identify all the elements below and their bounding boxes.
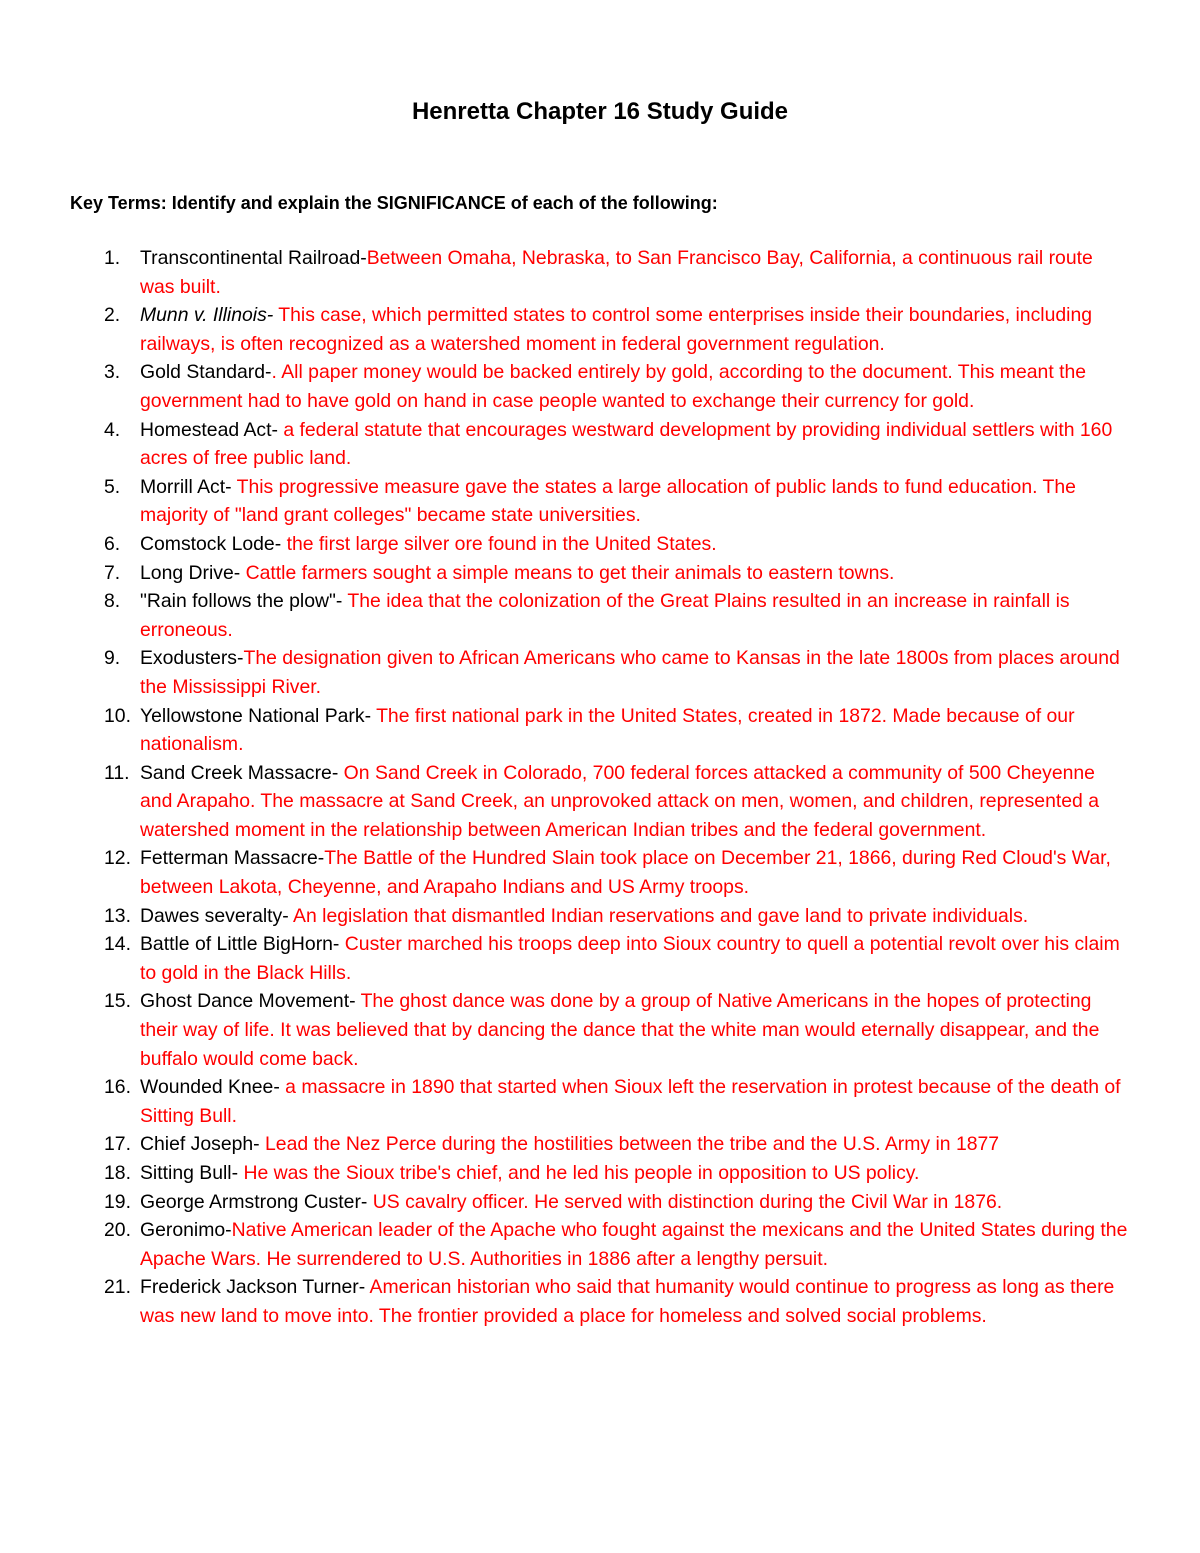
- term-item: [0, 702, 1130, 759]
- term-name: Homestead Act-: [140, 418, 278, 441]
- term-answer: Custer marched his troops deep into Sioux country to quell a potential revolt over his claim to gold in the Black Hills.: [140, 933, 1120, 984]
- term-name: Battle of Little BigHorn-: [140, 933, 340, 956]
- term-name: Exodusters-: [140, 647, 244, 670]
- term-name: Comstock Lode-: [140, 532, 282, 555]
- term-number: 8.: [104, 590, 121, 613]
- term-name: Ghost Dance Movement-: [140, 990, 356, 1013]
- term-name: Sand Creek Massacre-: [140, 761, 339, 784]
- term-name: Yellowstone National Park-: [140, 704, 372, 727]
- term-number: 17.: [104, 1133, 131, 1156]
- term-item: [0, 1273, 1130, 1330]
- term-answer: US cavalry officer. He served with distinction during the Civil War in 1876.: [367, 1190, 1003, 1213]
- term-name: Sitting Bull-: [140, 1162, 239, 1184]
- term-item: [0, 987, 1130, 1073]
- term-answer: Native American leader of the Apache who fought against the mexicans and the United States during the Apache Wars. He surrendered to U.S. Authorities in 1886 after a lengthy persuit.: [140, 1219, 1128, 1270]
- term-name: George Armstrong Custer-: [140, 1190, 368, 1213]
- term-name: Transcontinental Railroad-: [140, 247, 367, 269]
- term-answer: a federal statute that encourages westward development by providing individual settlers with 160 acres of free public land.: [140, 418, 1113, 470]
- term-item: [0, 301, 1130, 358]
- term-name: "Rain follows the plow"-: [140, 590, 343, 613]
- term-item: [0, 930, 1130, 987]
- term-answer: American historian who said that humanity would continue to progress as long as there was new land to move into. The frontier provided a place for homeless and solved social problems.: [140, 1276, 1115, 1327]
- term-number: 5.: [104, 475, 121, 498]
- term-number: 16.: [104, 1076, 131, 1099]
- term-number: 2.: [104, 304, 121, 327]
- term-item: [0, 530, 1130, 559]
- key-terms-list: [0, 244, 1200, 1331]
- term-answer: An legislation that dismantled Indian reservations and gave land to private individuals.: [288, 904, 1029, 927]
- term-number: 4.: [104, 418, 121, 441]
- term-number: 7.: [104, 561, 121, 584]
- term-answer: Between Omaha, Nebraska, to San Francisco Bay, California, a continuous rail route was built.: [140, 247, 1093, 298]
- term-number: 12.: [104, 847, 131, 870]
- term-name: Gold Standard-: [140, 361, 272, 384]
- term-answer: a massacre in 1890 that started when Sioux left the reservation in protest because of the death of Sitting Bull.: [140, 1076, 1121, 1127]
- term-number: 9.: [104, 647, 121, 670]
- term-number: 11.: [104, 761, 130, 784]
- term-name: Morrill Act-: [140, 475, 232, 498]
- term-name: Wounded Knee-: [140, 1076, 280, 1099]
- term-name: Munn v. Illinois-: [140, 304, 274, 327]
- term-name: Geronimo-: [140, 1219, 232, 1242]
- term-answer: the first large silver ore found in the United States.: [281, 532, 717, 555]
- term-item: [0, 559, 1130, 588]
- term-number: 18.: [104, 1162, 131, 1184]
- term-answer: This case, which permitted states to control some enterprises inside their boundaries, including railways, is often recognized as a watershed moment in federal government regulation.: [140, 304, 1093, 355]
- term-item: [0, 1159, 1130, 1188]
- term-item: [0, 244, 1130, 301]
- term-name: Frederick Jackson Turner-: [140, 1276, 366, 1299]
- term-number: 21.: [104, 1276, 131, 1299]
- term-answer: He was the Sioux tribe's chief, and he led his people in opposition to US policy.: [238, 1162, 920, 1184]
- term-answer: This progressive measure gave the states a large allocation of public lands to fund education. The majority of "land grant colleges" became state universities.: [140, 475, 1076, 527]
- term-item: [0, 1216, 1130, 1273]
- term-name: Long Drive-: [140, 561, 241, 584]
- term-item: [0, 844, 1130, 901]
- term-item: [0, 902, 1130, 931]
- term-answer: Lead the Nez Perce during the hostilities between the tribe and the U.S. Army in 1877: [259, 1133, 1000, 1156]
- term-item: [0, 473, 1130, 530]
- term-number: 1.: [104, 247, 121, 269]
- term-answer: The idea that the colonization of the Great Plains resulted in an increase in rainfall is erroneous.: [140, 590, 1070, 641]
- page-title: Henretta Chapter 16 Study Guide: [411, 98, 789, 125]
- term-answer: The first national park in the United States, created in 1872. Made because of our nationalism.: [140, 704, 1075, 756]
- term-answer: On Sand Creek in Colorado, 700 federal forces attacked a community of 500 Cheyenne and Arapaho. The massacre at Sand Creek, an unprovoked attack on men, women, and children, represented a watershed moment in the relationship between American Indian tribes and the federal government.: [140, 761, 1099, 841]
- term-name: Chief Joseph-: [140, 1133, 260, 1156]
- term-answer: The ghost dance was done by a group of Native Americans in the hopes of protecting their way of life. It was believed that by dancing the dance that the white man would eternally disappear, and the buffalo would come back.: [140, 990, 1100, 1070]
- term-item: [0, 759, 1130, 845]
- term-number: 6.: [104, 532, 121, 555]
- term-item: [0, 1130, 1130, 1159]
- term-item: [0, 644, 1130, 701]
- term-name: Dawes severalty-: [140, 904, 289, 927]
- term-number: 13.: [104, 904, 131, 927]
- key-terms-instructions: Key Terms: Identify and explain the SIGNIFICANCE of each of the following:: [70, 193, 718, 213]
- term-number: 3.: [104, 361, 121, 384]
- term-item: [0, 416, 1130, 473]
- term-item: [0, 1073, 1130, 1130]
- term-number: 14.: [104, 933, 131, 956]
- term-answer: . All paper money would be backed entirely by gold, according to the document. This meant the government had to have gold on hand in case people wanted to exchange their currency for gold.: [140, 361, 1087, 412]
- term-item: [0, 358, 1130, 415]
- term-name: Fetterman Massacre-: [140, 847, 325, 870]
- term-item: [0, 1188, 1130, 1217]
- term-answer: The designation given to African Americans who came to Kansas in the late 1800s from places around the Mississippi River.: [140, 647, 1120, 698]
- term-number: 19.: [104, 1190, 131, 1213]
- term-answer: The Battle of the Hundred Slain took place on December 21, 1866, during Red Cloud's War, between Lakota, Cheyenne, and Arapaho Indians and US Army troops.: [140, 847, 1111, 899]
- term-item: [0, 587, 1130, 644]
- term-number: 15.: [104, 990, 131, 1013]
- term-answer: Cattle farmers sought a simple means to get their animals to eastern towns.: [240, 561, 895, 584]
- term-number: 20.: [104, 1219, 131, 1242]
- term-number: 10.: [104, 704, 131, 727]
